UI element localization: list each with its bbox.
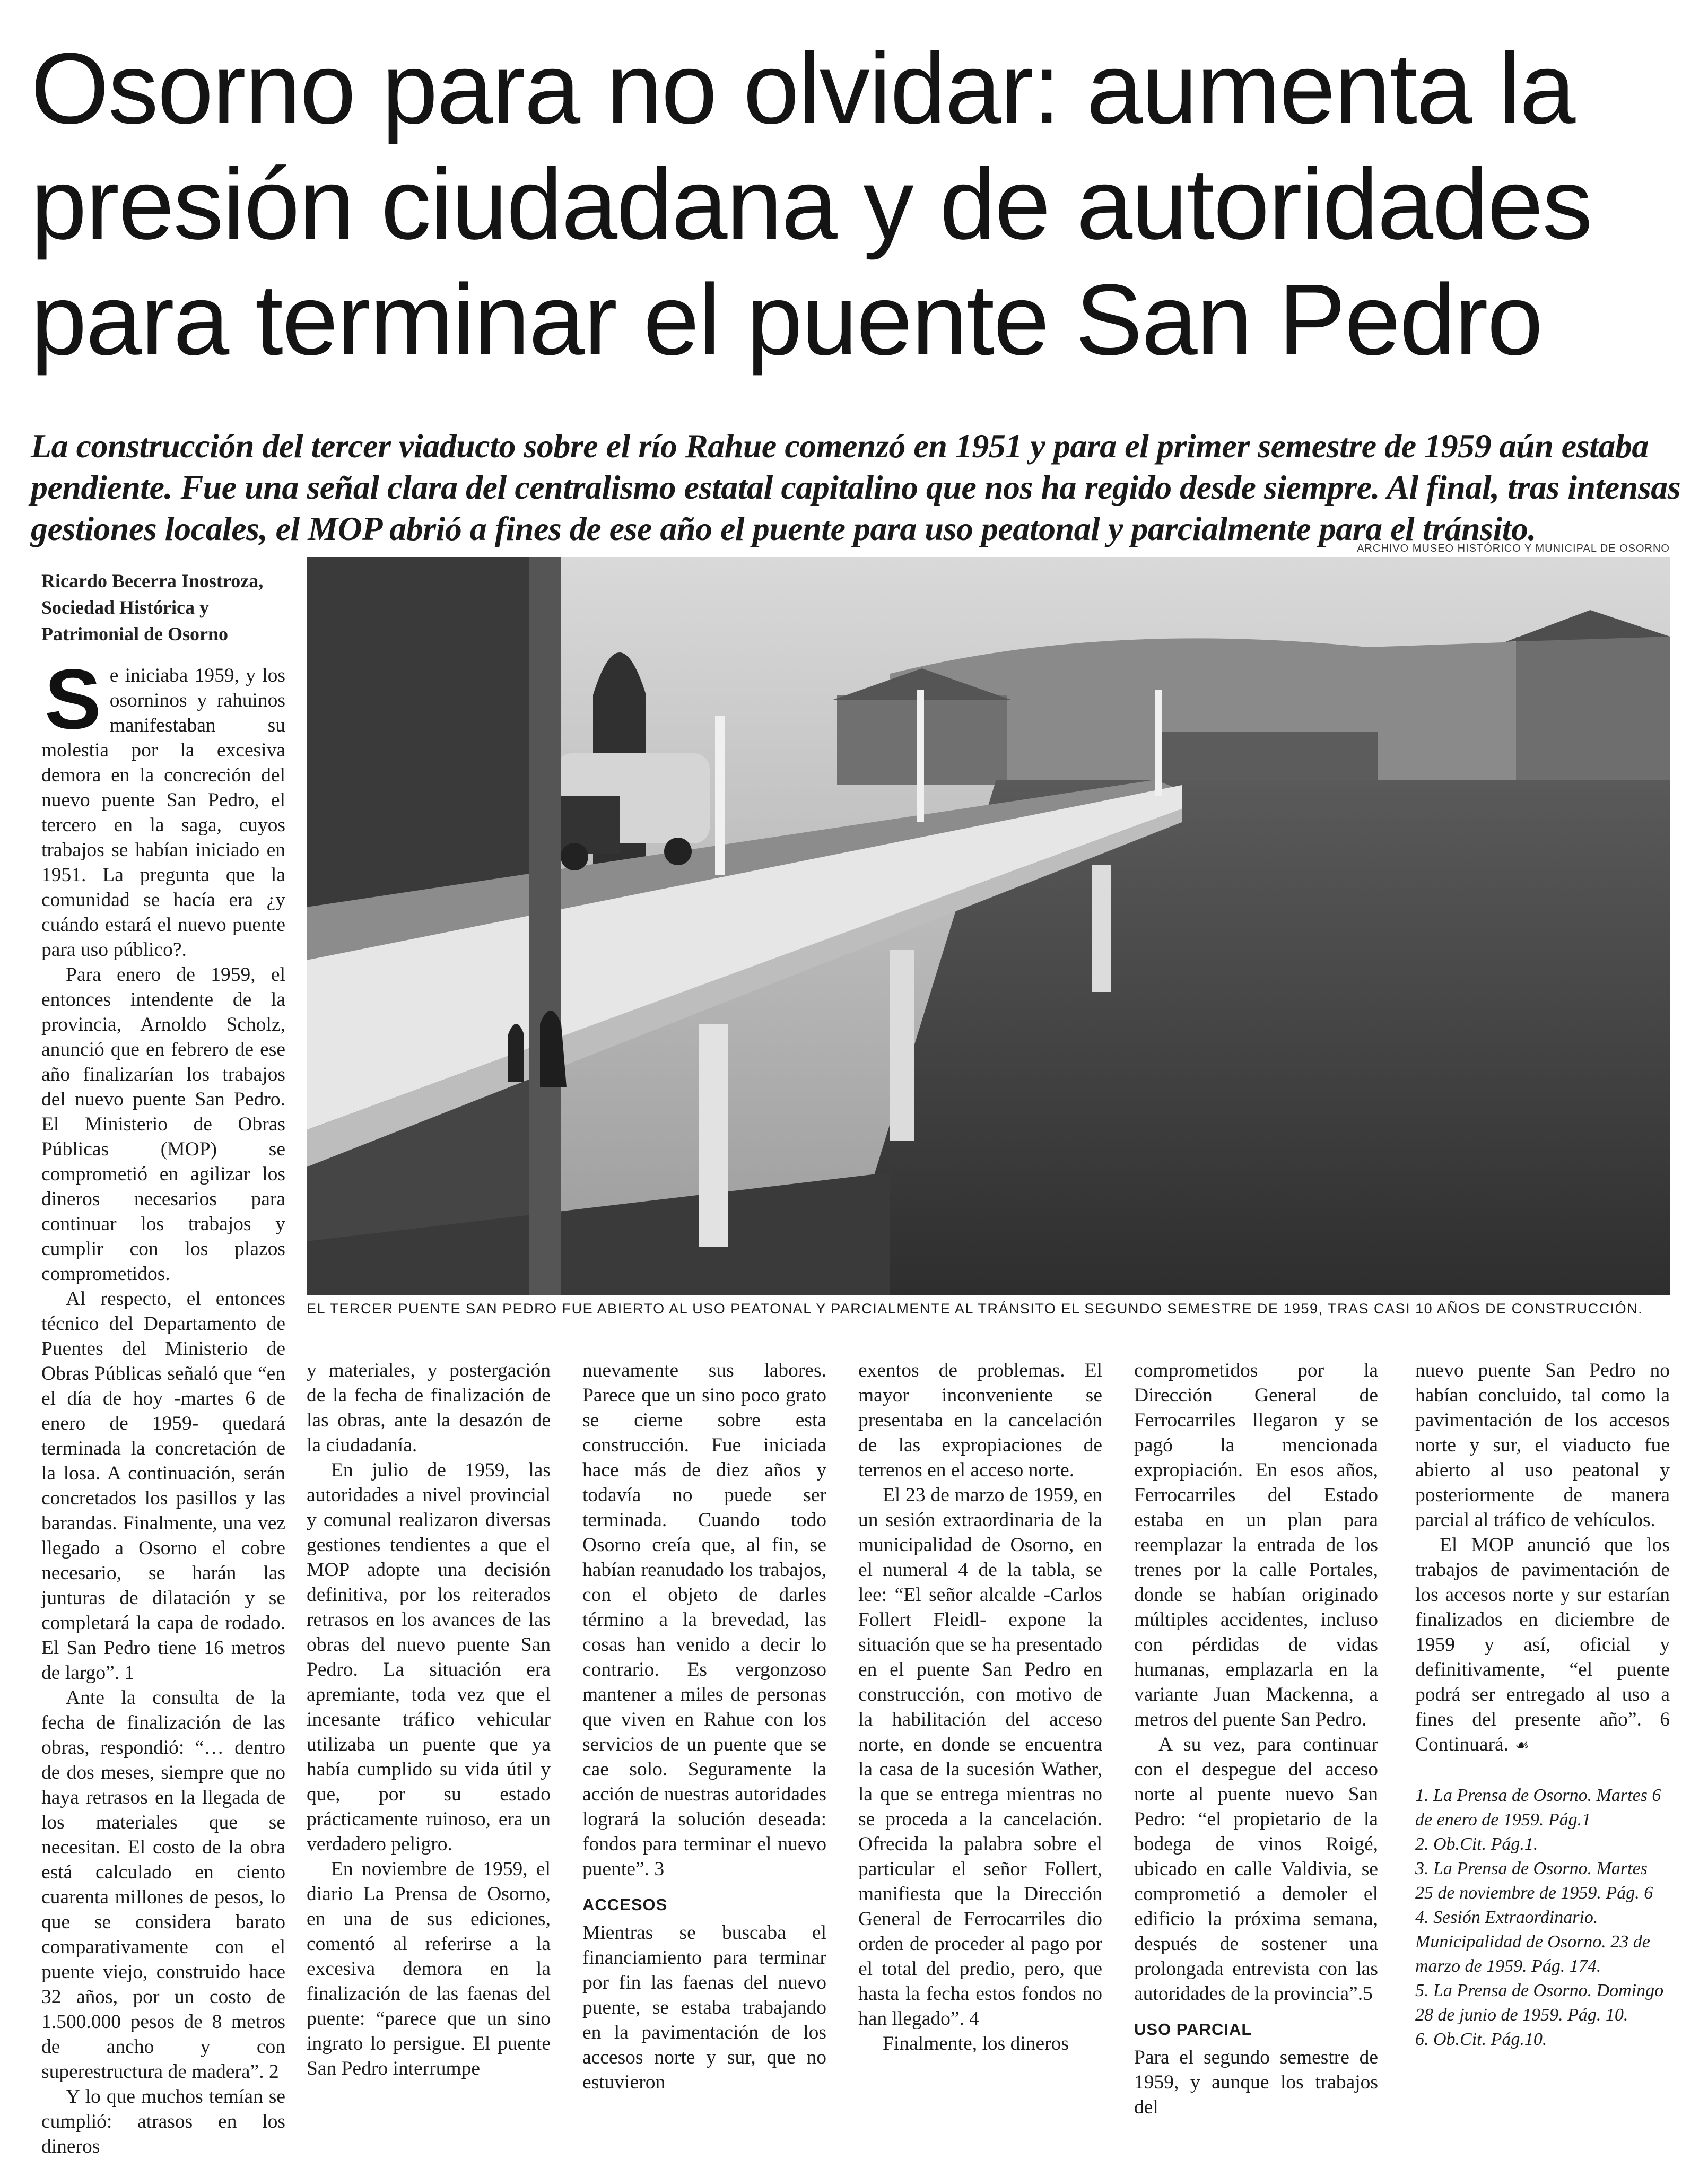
col6-paragraph-2-text: El MOP anunció que los trabajos de pavimentación de los accesos norte y sur estarían finalizados en diciembre de 1959 y así, oficial y definitivamente, “el puente podrá ser entregado al uso a fines del presente año”. 6 Continuará. bbox=[1415, 1534, 1670, 1755]
col6-paragraph-2 bbox=[1415, 1533, 1670, 1758]
subhead-uso-parcial: USO PARCIAL bbox=[1134, 2020, 1252, 2039]
body-column-6 bbox=[1415, 1358, 1670, 2052]
footnote-2: 2. Ob.Cit. Pág.1. bbox=[1415, 1834, 1538, 1854]
col4-paragraph-1: exentos de problemas. El mayor inconveniente se presentaba en la cancelación de las expropiaciones de terrenos en el acceso norte. bbox=[858, 1360, 1102, 1481]
footnote-3: 3. La Prensa de Osorno. Martes 25 de noviembre de 1959. Pág. 6 bbox=[1415, 1859, 1653, 1903]
body-column-5 bbox=[1134, 1358, 1378, 2120]
dek: La construcción del tercer viaducto sobre el río Rahue comenzó en 1951 y para el primer semestre de 1959 aún estaba pendiente. Fue una señal clara del centralismo estatal capitalino que nos ha regido desde siempre. Al final, tras intensas gestiones locales, el MOP abrió a fines de ese año el puente para uso peatonal y parcialmente para el tránsito. bbox=[31, 427, 1681, 547]
col6-paragraph-1: nuevo puente San Pedro no habían concluido, tal como la pavimentación de los accesos norte y sur, el viaducto fue abierto al uso peatonal y posteriormente de manera parcial al tráfico de vehículos. bbox=[1415, 1360, 1670, 1531]
col4-paragraph-3: Finalmente, los dineros bbox=[883, 2033, 1069, 2054]
footnote-4: 4. Sesión Extraordinario. Municipalidad de Osorno. 23 de marzo de 1959. Pág. 174. bbox=[1415, 1908, 1650, 1976]
col5-paragraph-1: comprometidos por la Dirección General de Ferrocarriles llegaron y se pagó la mencionada expropiación. En esos años, Ferrocarriles del Estado estaba en un plan para reemplazar la entrada de los trenes por la calle Portales, donde se habían originado múltiples accidentes, incluso con pérdidas de vidas humanas, emplazarla en la variante Juan Mackenna, a metros del puente San Pedro. bbox=[1134, 1360, 1378, 1730]
col4-paragraph-2: El 23 de marzo de 1959, en un sesión extraordinaria de la municipalidad de Osorno, en el numeral 4 de la tabla, se lee: “El señor alcalde -Carlos Follert Fleidl- expone la situación que se ha presentado en el puente San Pedro en construcción, con motivo de la habilitación del acceso norte, en donde se encuentra la casa de la sucesión Wather, la que se entrega mientras no se proceda a la cancelación. Ofrecida la palabra sobre el particular el señor Follert, manifiesta que la Dirección General de Ferrocarriles dio orden de proceder al pago por el total del predio, pero, que hasta la fecha estos fondos no han llegado”. 4 bbox=[858, 1484, 1102, 2030]
end-mark-icon: ☙ bbox=[1515, 1736, 1529, 1755]
col3-paragraph-2: Mientras se buscaba el financiamiento para terminar por fin las faenas del nuevo puente, se estaba trabajando en la pavimentación de los accesos norte y sur, que no estuvieron bbox=[582, 1922, 826, 2093]
body-column-1 bbox=[41, 651, 285, 2159]
byline-org: Sociedad Histórica y Patrimonial de Osorno bbox=[41, 597, 228, 645]
bridge-photo-illustration bbox=[307, 557, 1670, 1295]
byline bbox=[41, 568, 285, 647]
col5-paragraph-2: A su vez, para continuar con el despegue del acceso norte al puente nuevo San Pedro: “el propietario de la bodega de vinos Roigé, ubicado en calle Valdivia, se comprometió a demoler el edificio la próxima semana, después de sostener una prolongada entrevista con las autoridades de la provincia”.5 bbox=[1134, 1734, 1378, 2005]
col2-paragraph-3: En noviembre de 1959, el diario La Prensa de Osorno, en una de sus ediciones, comentó al referirse a la excesiva demora en la finalización de las faenas del puente: “parece que un sino ingrato lo persigue. El puente San Pedro interrumpe bbox=[307, 1858, 551, 2079]
col2-paragraph-2: En julio de 1959, las autoridades a nivel provincial y comunal realizaron diversas gestiones tendientes a que el MOP adopte una decisión definitiva, por los reiterados retrasos en los avances de las obras del nuevo puente San Pedro. La situación era apremiante, toda vez que el incesante tráfico vehicular utilizaba un puente que ya había cumplido su vida útil y que, por su estado prácticamente ruinoso, era un verdadero peligro. bbox=[307, 1459, 551, 1855]
col1-paragraph-1 bbox=[41, 651, 285, 962]
footnote-1: 1. La Prensa de Osorno. Martes 6 de enero de 1959. Pág.1 bbox=[1415, 1786, 1661, 1830]
body-column-3 bbox=[582, 1358, 826, 2095]
col1-paragraph-1-text: e iniciaba 1959, y los osorninos y rahuinos manifestaban su molestia por la excesiva demora en la concreción del nuevo puente San Pedro, el tercero en la saga, cuyos trabajos se habían iniciado en 1951. La pregunta que la comunidad se hacía era ¿y cuándo estará el nuevo puente para uso público?. bbox=[41, 665, 285, 961]
footnote-6: 6. Ob.Cit. Pág.10. bbox=[1415, 2030, 1547, 2049]
footnotes bbox=[1415, 1783, 1670, 2052]
photo-credit: ARCHIVO MUSEO HISTÓRICO Y MUNICIPAL DE OSORNO bbox=[1357, 543, 1670, 554]
col1-paragraph-2: Para enero de 1959, el entonces intendente de la provincia, Arnoldo Scholz, anunció que en febrero de ese año finalizarían los trabajos del nuevo puente San Pedro. El Ministerio de Obras Públicas (MOP) se comprometió en agilizar los dineros necesarios para continuar los trabajos y cumplir con los plazos comprometidos. bbox=[41, 964, 285, 1285]
bridge-photo bbox=[307, 557, 1670, 1295]
body-column-4 bbox=[858, 1358, 1102, 2056]
col2-paragraph-1: y materiales, y postergación de la fecha de finalización de las obras, ante la desazón de la ciudadanía. bbox=[307, 1360, 551, 1456]
col1-paragraph-4: Ante la consulta de la fecha de finalización de las obras, respondió: “… dentro de dos meses, siempre que no haya retrasos en la llegada de los materiales que se necesitan. El costo de la obra está calculado en ciento cuarenta millones de pesos, lo que se considera barato comparativamente con el puente viejo, construido hace 32 años, por un costo de 1.500.000 pesos de 8 metros de ancho y con superestructura de madera”. 2 bbox=[41, 1687, 285, 2083]
col3-paragraph-1: nuevamente sus labores. Parece que un sino poco grato se cierne sobre esta construcción. Fue iniciada hace más de diez años y todavía no puede ser terminada. Cuando todo Osorno creía que, al fin, se habían reanudado los trabajos, con el objeto de darles término a la brevedad, las cosas han venido a decir lo contrario. Es vergonzoso mantener a miles de personas que viven en Rahue con los servicios de un puente que se cae solo. Seguramente la acción de nuestras autoridades logrará la solución deseada: fondos para terminar el nuevo puente”. 3 bbox=[582, 1360, 826, 1880]
col5-paragraph-3: Para el segundo semestre de 1959, y aunque los trabajos del bbox=[1134, 2047, 1378, 2118]
drop-cap: S bbox=[45, 651, 101, 746]
byline-name: Ricardo Becerra Inostroza, bbox=[41, 570, 264, 591]
col1-paragraph-3: Al respecto, el entonces técnico del Departamento de Puentes del Ministerio de Obras Públicas señaló que “en el día de hoy -martes 6 de enero de 1959- quedará terminada la concretación de la losa. A continuación, serán concretados los pasillos y las barandas. Finalmente, una vez llegado a Osorno el cobre necesario, se harán las junturas de dilatación y se completará la capa de rodado. El San Pedro tiene 16 metros de largo”. 1 bbox=[41, 1288, 285, 1684]
headline: Osorno para no olvidar: aumenta la presión ciudadana y de autoridades para terminar el puente San Pedro bbox=[31, 32, 1592, 376]
body-column-2 bbox=[307, 1358, 551, 2081]
subhead-accesos: ACCESOS bbox=[582, 1895, 668, 1914]
photo-caption: EL TERCER PUENTE SAN PEDRO FUE ABIERTO AL USO PEATONAL Y PARCIALMENTE AL TRÁNSITO EL SEGUNDO SEMESTRE DE 1959, TRAS CASI 10 AÑOS DE CONSTRUCCIÓN. bbox=[307, 1301, 1643, 1317]
col1-paragraph-5: Y lo que muchos temían se cumplió: atrasos en los dineros bbox=[41, 2086, 285, 2157]
footnote-5: 5. La Prensa de Osorno. Domingo 28 de junio de 1959. Pág. 10. bbox=[1415, 1981, 1664, 2025]
